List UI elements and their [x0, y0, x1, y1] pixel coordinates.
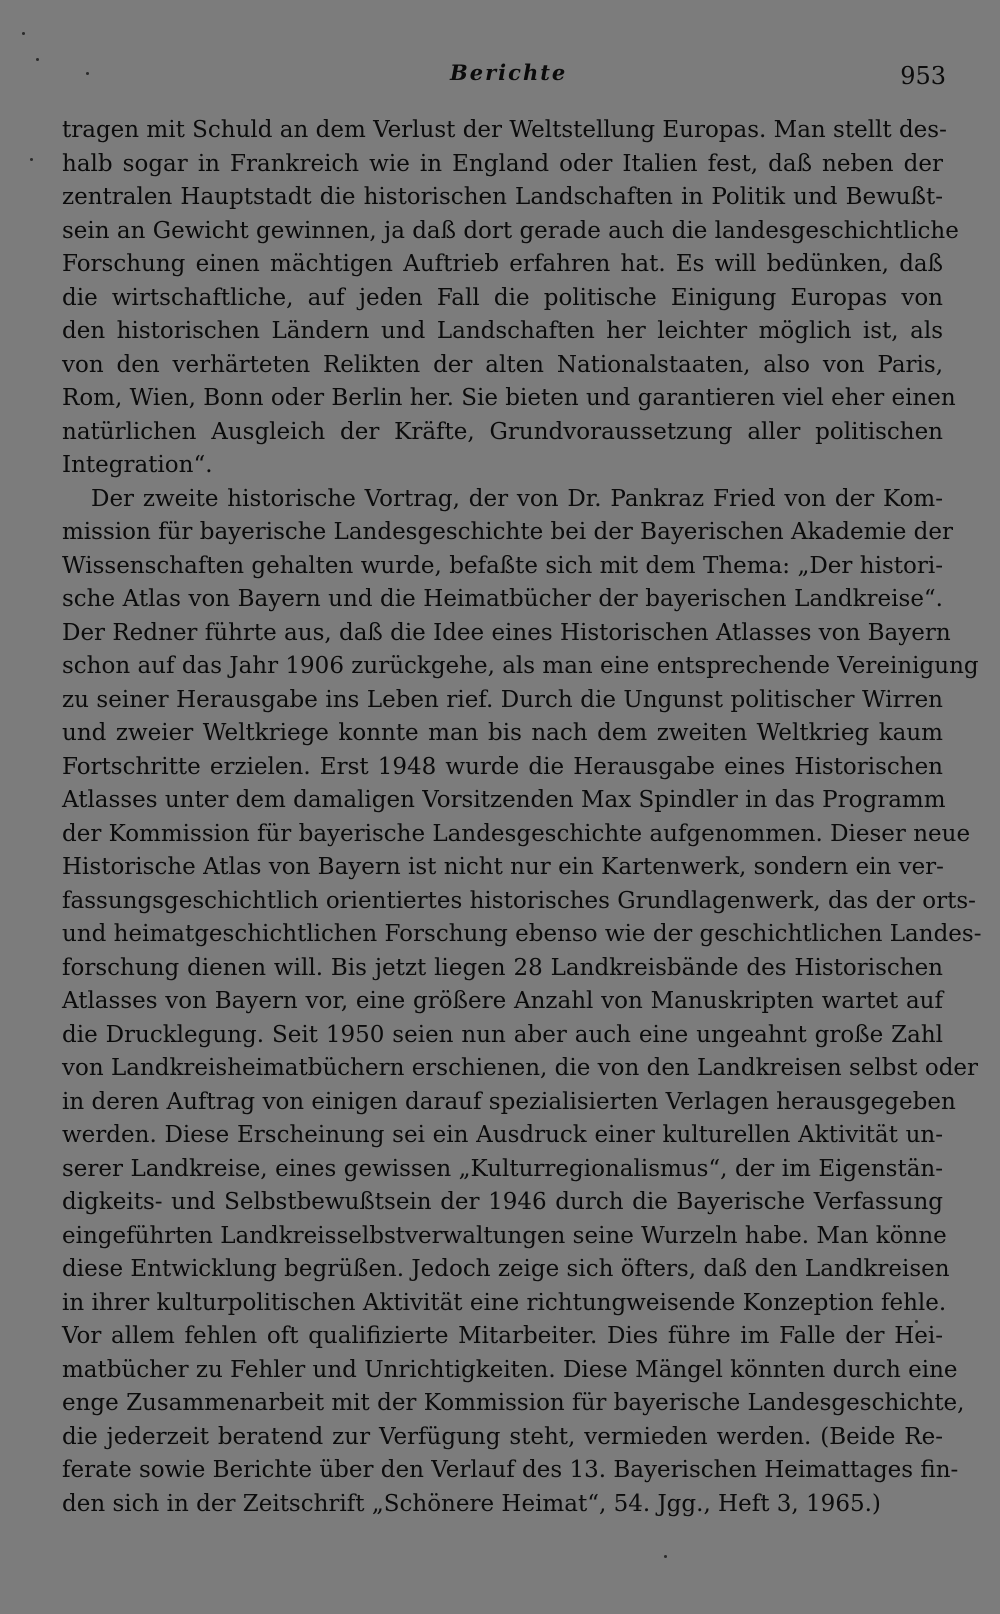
text-line: forschung dienen will. Bis jetzt liegen 28 Landkreisbände des Historischen: [62, 954, 943, 981]
text-line: Fortschritte erzielen. Erst 1948 wurde die Herausgabe eines Historischen: [62, 753, 943, 780]
text-line: Atlasses von Bayern vor, eine größere Anzahl von Manuskripten wartet auf: [62, 988, 943, 1014]
body-text: [62, 114, 982, 1521]
text-line: eingeführten Landkreisselbstverwaltungen seine Wurzeln habe. Man könne: [62, 1222, 947, 1249]
text-line: Vor allem fehlen oft qualifizierte Mitarbeiter. Dies führe im Falle der Hei-: [62, 1323, 943, 1349]
text-line: zentralen Hauptstadt die historischen Landschaften in Politik und Bewußt-: [62, 184, 943, 210]
text-line: werden. Diese Erscheinung sei ein Ausdruck einer kulturellen Aktivität un-: [62, 1122, 943, 1148]
page-number: 953: [900, 62, 946, 90]
text-line: den sich in der Zeitschrift „Schönere Heimat“, 54. Jgg., Heft 3, 1965.): [62, 1490, 881, 1517]
text-line: in deren Auftrag von einigen darauf spezialisierten Verlagen herausgegeben: [62, 1088, 956, 1115]
running-head: Berichte: [450, 60, 568, 85]
text-line: Atlasses unter dem damaligen Vorsitzenden Max Spindler in das Programm: [62, 787, 946, 813]
text-line: tragen mit Schuld an dem Verlust der Weltstellung Europas. Man stellt des-: [62, 117, 947, 143]
paragraph: [62, 483, 982, 1522]
text-line: und zweier Weltkriege konnte man bis nach dem zweiten Weltkrieg kaum: [62, 720, 943, 746]
text-line: mission für bayerische Landesgeschichte bei der Bayerischen Akademie der: [62, 519, 953, 545]
text-line: Historische Atlas von Bayern ist nicht nur ein Kartenwerk, sondern ein ver-: [62, 854, 944, 880]
text-line: Der zweite historische Vortrag, der von Dr. Pankraz Fried von der Kom-: [91, 485, 943, 512]
text-line: Der Redner führte aus, daß die Idee eines Historischen Atlasses von Bayern: [62, 619, 951, 646]
scan-speck: [86, 72, 89, 75]
text-line: von Landkreisheimatbüchern erschienen, die von den Landkreisen selbst oder: [62, 1055, 979, 1081]
text-line: zu seiner Herausgabe ins Leben rief. Durch die Ungunst politischer Wirren: [62, 686, 943, 713]
text-line: sche Atlas von Bayern und die Heimatbücher der bayerischen Landkreise“.: [62, 586, 943, 612]
text-line: die Drucklegung. Seit 1950 seien nun aber auch eine ungeahnt große Zahl: [62, 1021, 943, 1048]
text-line: von den verhärteten Relikten der alten Nationalstaaten, also von Paris,: [62, 351, 943, 378]
text-line: die jederzeit beratend zur Verfügung steht, vermieden werden. (Beide Re-: [62, 1423, 943, 1450]
scan-speck: [30, 158, 33, 161]
scan-speck: [22, 32, 25, 35]
text-line: enge Zusammenarbeit mit der Kommission für bayerische Landesgeschichte,: [62, 1390, 965, 1416]
text-line: Integration“.: [62, 452, 213, 478]
text-line: diese Entwicklung begrüßen. Jedoch zeige sich öfters, daß den Landkreisen: [62, 1256, 950, 1282]
paragraph: [62, 114, 959, 483]
text-line: der Kommission für bayerische Landesgeschichte aufgenommen. Dieser neue: [62, 820, 971, 847]
text-line: die wirtschaftliche, auf jeden Fall die politische Einigung Europas von: [62, 284, 943, 311]
text-line: und heimatgeschichtlichen Forschung ebenso wie der geschichtlichen Landes-: [62, 921, 982, 947]
text-line: Forschung einen mächtigen Auftrieb erfahren hat. Es will bedünken, daß: [62, 251, 943, 277]
text-line: natürlichen Ausgleich der Kräfte, Grundvoraussetzung aller politischen: [62, 418, 943, 445]
text-line: digkeits- und Selbstbewußtsein der 1946 durch die Bayerische Verfassung: [62, 1189, 943, 1215]
scan-speck: [664, 1555, 667, 1558]
text-line: Wissenschaften gehalten wurde, befaßte sich mit dem Thema: „Der histori-: [62, 552, 943, 579]
text-line: den historischen Ländern und Landschaften her leichter möglich ist, als: [62, 318, 943, 344]
text-line: in ihrer kulturpolitischen Aktivität eine richtungweisende Konzeption fehle.: [62, 1289, 947, 1316]
text-line: halb sogar in Frankreich wie in England oder Italien fest, daß neben der: [62, 150, 943, 177]
text-line: matbücher zu Fehler und Unrichtigkeiten. Diese Mängel könnten durch eine: [62, 1356, 958, 1383]
text-line: sein an Gewicht gewinnen, ja daß dort gerade auch die landesgeschichtliche: [62, 217, 959, 244]
text-line: Rom, Wien, Bonn oder Berlin her. Sie bieten und garantieren viel eher einen: [62, 385, 956, 411]
text-line: schon auf das Jahr 1906 zurückgehe, als man eine entsprechende Vereinigung: [62, 653, 979, 679]
page-header: [0, 60, 1000, 94]
scan-speck: [915, 1320, 918, 1323]
text-line: ferate sowie Berichte über den Verlauf des 13. Bayerischen Heimattages fin-: [62, 1457, 959, 1483]
text-line: fassungsgeschichtlich orientiertes historisches Grundlagenwerk, das der orts-: [62, 887, 976, 914]
text-line: serer Landkreise, eines gewissen „Kulturregionalismus“, der im Eigenstän-: [62, 1155, 943, 1182]
scan-speck: [36, 58, 39, 61]
